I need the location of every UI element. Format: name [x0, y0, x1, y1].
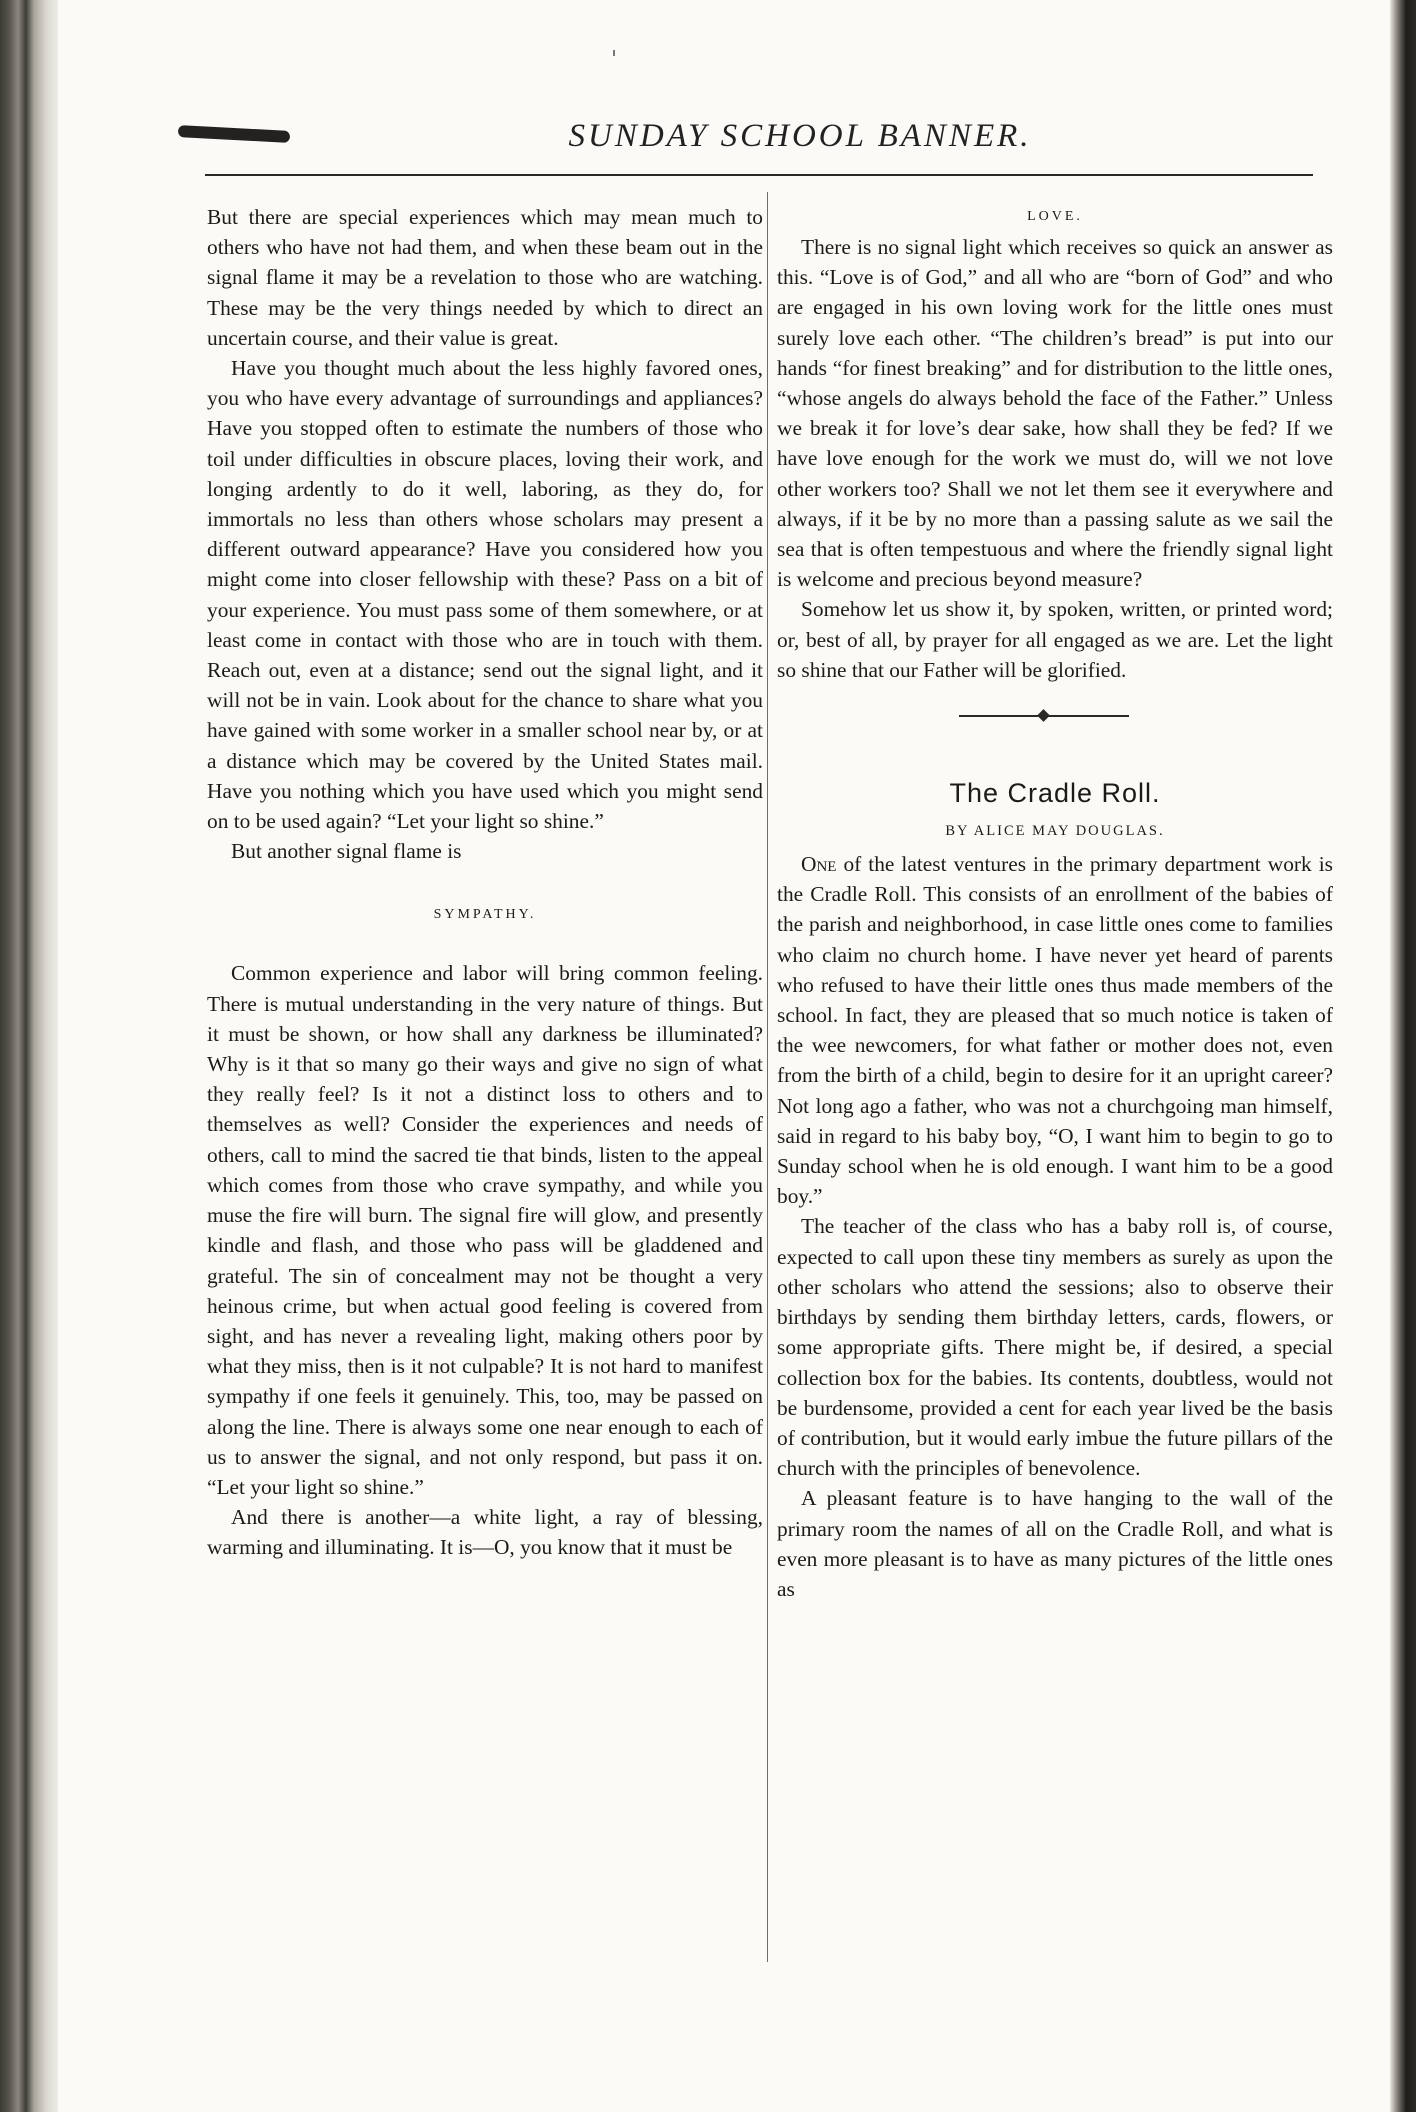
running-header-title: SUNDAY SCHOOL BANNER. — [568, 118, 1032, 154]
paragraph: And there is another—a white light, a ray of blessing, warming and illuminating. It is—O, you know that it must be — [207, 1505, 763, 1560]
paragraph: But there are special experiences which may mean much to others who have not had them, and when these beam out in the signal flame it may be a revelation to those who are watching. These may be the very things needed by which to direct an uncertain course, and their value is great. — [207, 205, 763, 350]
left-column — [207, 202, 763, 1563]
header-rule — [205, 174, 1313, 176]
book-binding — [0, 0, 58, 2112]
section-heading-love: LOVE. — [1027, 209, 1083, 224]
section-heading-sympathy: SYMPATHY. — [433, 907, 537, 923]
section-ornament — [777, 685, 1333, 745]
lead-word: One — [801, 852, 837, 877]
paragraph — [777, 849, 1333, 1211]
spacer — [207, 930, 763, 958]
paragraph: Have you thought much about the less highly favored ones, you who have every advantage of surroundings and appliances? Have you stopped often to estimate the numbers of those who toil under difficulties in obscure places, loving their work, and longing ardently to do it well, laboring, as they do, for immortals no less than others whose scholars may present a different outward appearance? Have you considered how you might come into closer fellowship with these? Pass on a bit of your experience. You must pass some of them somewhere, or at least come in contact with those who are in touch with them. Reach out, even at a distance; send out the signal light, and it will not be in vain. Look about for the chance to share what you have gained with some worker in a smaller school near by, or at a distance which may be covered by the United States mail. Have you nothing which you have used which you might send on to be used again? “Let your light so shine.” — [207, 356, 763, 834]
paragraph: But another signal flame is — [231, 839, 462, 864]
paragraph: The teacher of the class who has a baby roll is, of course, expected to call upon these tiny members as surely as upon the other scholars who attend the sessions; also to observe their birthdays by sending them birthday letters, cards, flowers, or some appropriate gifts. There might be, if desired, a special collection box for the babies. Its contents, doubtless, would not be burdensome, provided a cent for each year lived be the basis of contribution, but it would early imbue the future pillars of the church with the principles of benevolence. — [777, 1214, 1333, 1481]
right-column — [777, 202, 1333, 1604]
paragraph: There is no signal light which receives so quick an answer as this. “Love is of God,” and all who are “born of God” and who are engaged in his own loving work for the little ones must surely love each other. “The children’s bread” is put into our hands “for finest breaking” and for distribution to the little ones, “whose angels do always behold the face of the Father.” Unless we break it for love’s dear sake, how shall they be fed? If we have love enough for the work we must do, will we not love other workers too? Shall we not let them see it everywhere and always, if it be by no more than a passing salute as we sail the sea that is often tempestuous and where the friendly signal light is welcome and precious beyond measure? — [777, 235, 1333, 592]
paragraph: Common experience and labor will bring common feeling. There is mutual understanding in the very nature of things. But it must be shown, or how shall any darkness be illuminated? Why is it that so many go their ways and give no sign of what they really feel? Is it not a distinct loss to others and to themselves as well? Consider the experiences and needs of others, call to mind the sacred tie that binds, listen to the appeal which comes from those who crave sympathy, and while you muse the fire will burn. The signal fire will glow, and presently kindle and flash, and those who pass will be gladdened and grateful. The sin of concealment may not be thought a very heinous crime, but when actual good feeling is covered from sight, and has never a revealing light, making others poor by what they miss, then is it not culpable? It is not hard to manifest sympathy if one feels it genuinely. This, too, may be passed on along the line. There is always some one near enough to each of us to answer the signal, and not only respond, but pass it on. “Let your light so shine.” — [207, 961, 763, 1499]
paper-speck — [613, 50, 615, 56]
spacer — [207, 866, 763, 900]
article-byline: BY ALICE MAY DOUGLAS. — [945, 823, 1165, 840]
page-edge — [1390, 0, 1416, 2112]
paragraph-text: of the latest ventures in the primary department work is the Cradle Roll. This consists of an enrollment of the babies of the parish and neighborhood, in case little ones come to families who claim no church home. I have never yet heard of parents who refused to have their little ones thus made members of the school. In fact, they are pleased that so much notice is taken of the wee newcomers, for what father or mother does not, even from the birth of a child, begin to desire for it an upright career? Not long ago a father, who was not a churchgoing man himself, said in regard to his baby boy, “O, I want him to begin to go to Sunday school when he is old enough. I want him to be a good boy.” — [777, 852, 1333, 1209]
ornament-diamond — [1037, 709, 1050, 722]
paragraph: A pleasant feature is to have hanging to the wall of the primary room the names of all on the Cradle Roll, and what is even more pleasant is to have as many pictures of the little ones as — [777, 1486, 1333, 1601]
spacer — [777, 745, 1333, 773]
column-divider — [767, 192, 768, 1962]
paragraph: Somehow let us show it, by spoken, written, or printed word; or, best of all, by prayer for all engaged as we are. Let the light so shine that our Father will be glorified. — [777, 597, 1333, 682]
article-title: The Cradle Roll. — [949, 778, 1161, 809]
